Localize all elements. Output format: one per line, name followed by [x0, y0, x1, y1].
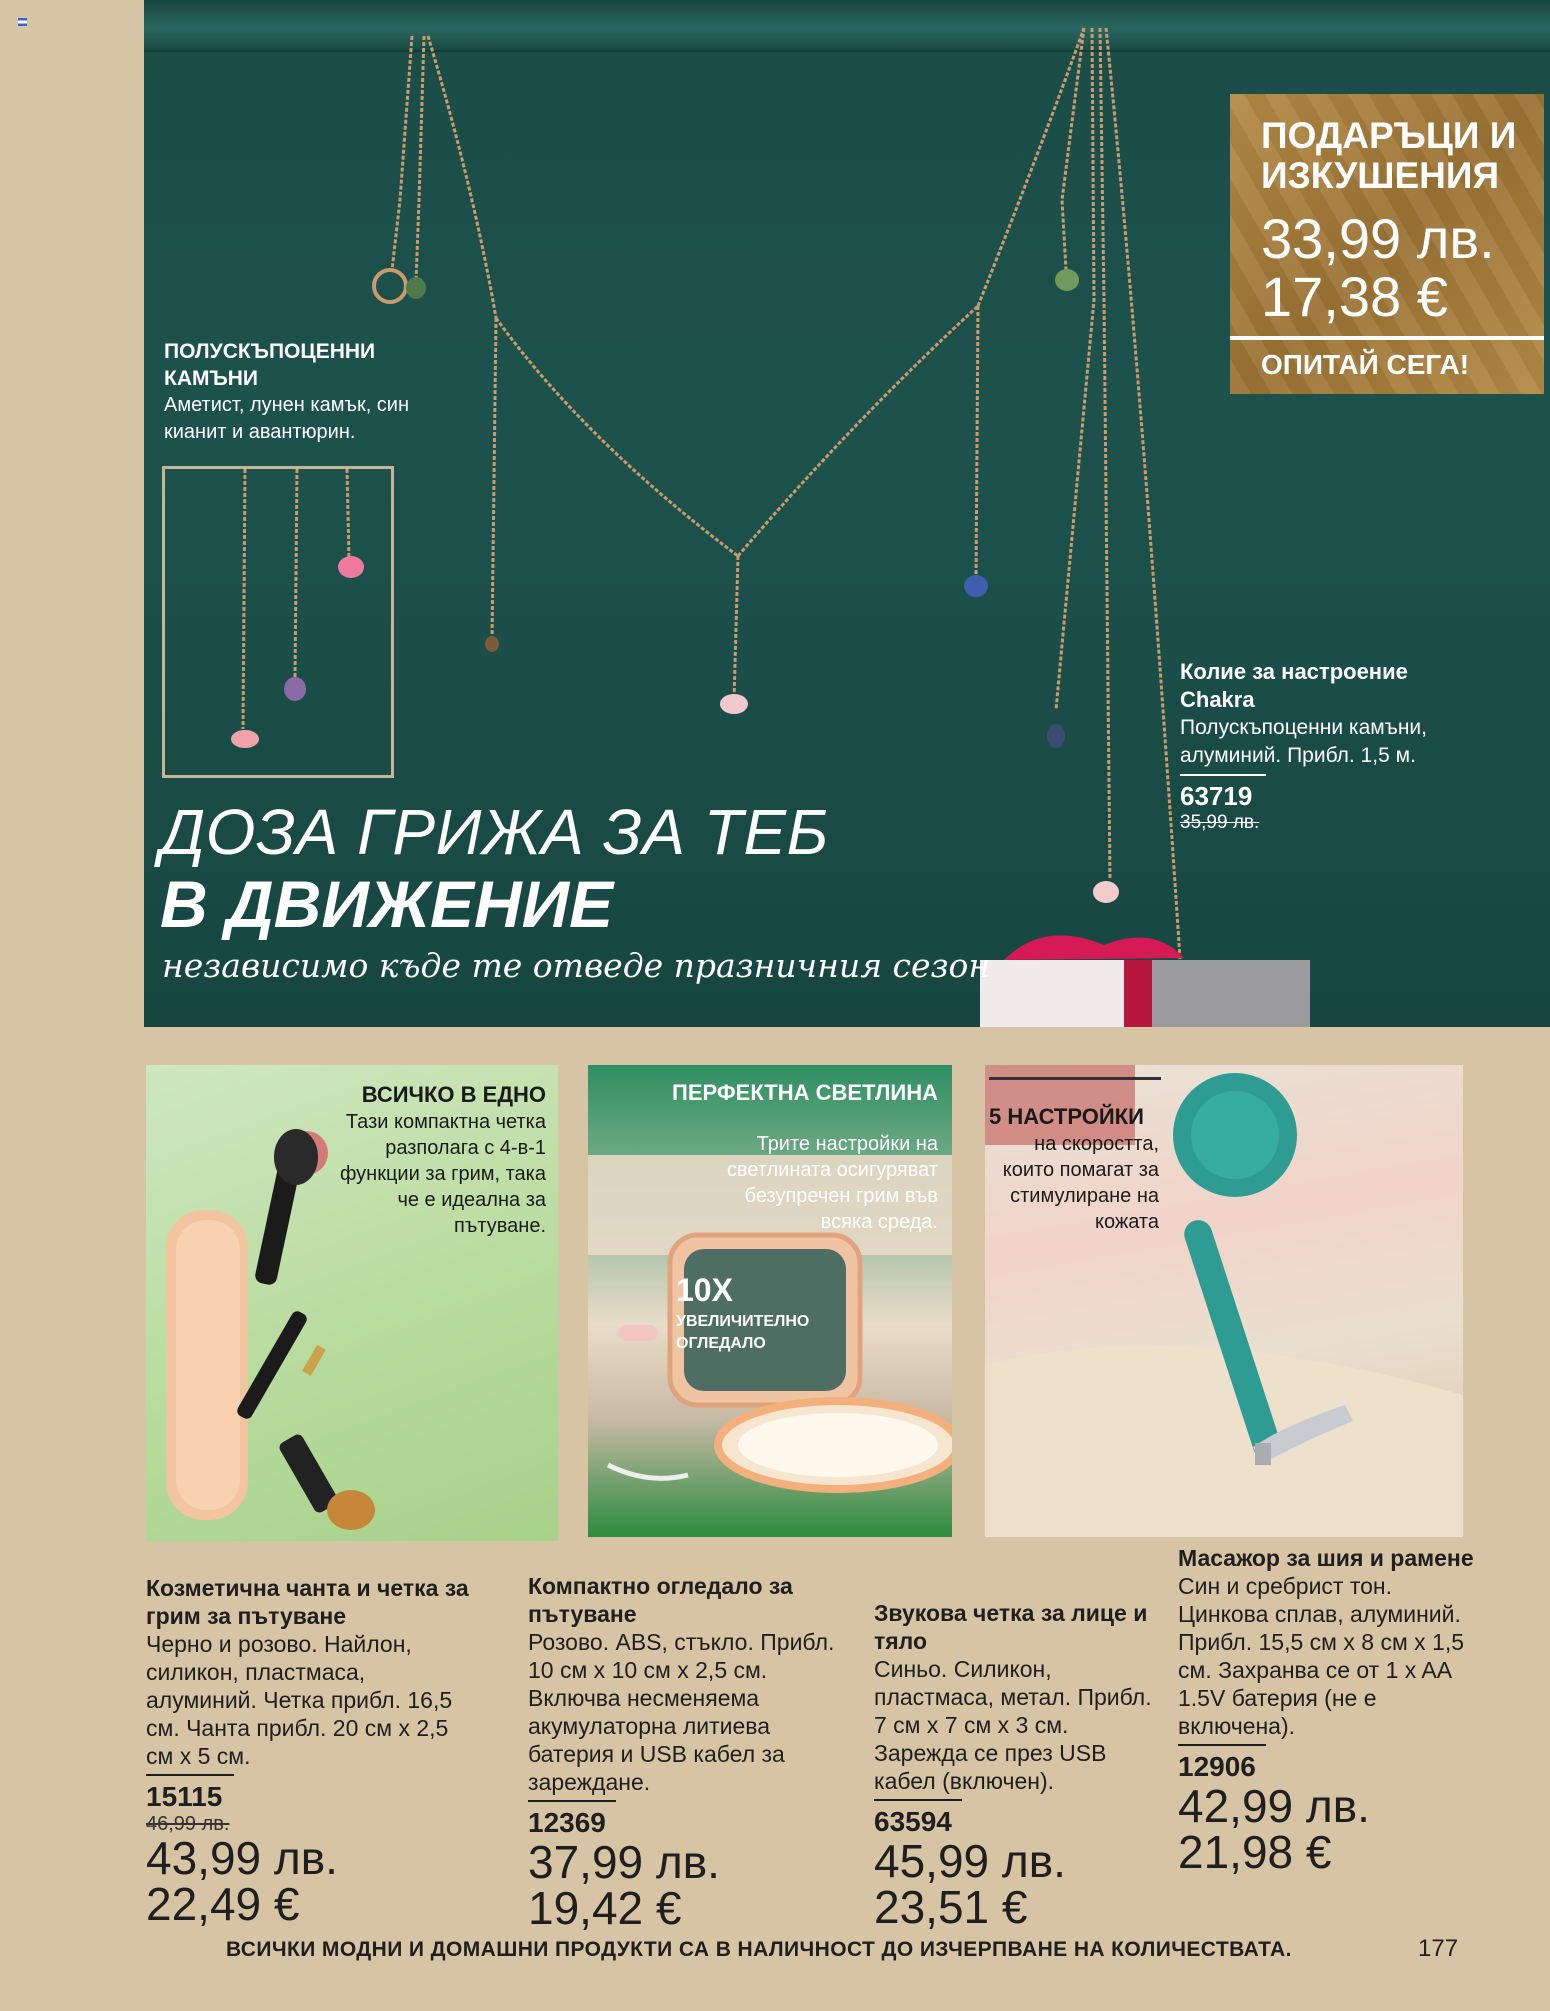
product-desc: Черно и розово. Найлон, силикон, пластмаса, алуминий. Четка прибл. 16,5 см. Чанта прибл. 20 см x 2,5 см x 5 см. [146, 1631, 453, 1769]
availability-note: ВСИЧКИ МОДНИ И ДОМАШНИ ПРОДУКТИ СА В НАЛИЧНОСТ ДО ИЗЧЕРПВАНЕ НА КОЛИЧЕСТВАТА. [226, 1938, 1292, 1961]
pink-stone [720, 694, 748, 714]
product-name: Козметична чанта и четка за грим за пътуване [146, 1575, 469, 1629]
mirror-photo [588, 1065, 952, 1537]
promo-price-bgn: 33,99 лв. [1261, 207, 1495, 270]
photo3-title: 5 НАСТРОЙКИ [989, 1104, 1144, 1129]
product-name: Масажор за шия и рамене [1178, 1545, 1474, 1571]
chakra-product-info [1180, 658, 1440, 834]
product-info-sonic-brush [874, 1599, 1154, 1933]
subheadline: независимо къде те отведе празничния сезон [162, 946, 991, 985]
product-name: Компактно огледало за пътуване [528, 1573, 793, 1627]
promo-box[interactable] [1230, 94, 1544, 394]
product-name: Звукова четка за лице и тяло [874, 1600, 1148, 1654]
magnifier-badge-small: УВЕЛИЧИТЕЛНО ОГЛЕДАЛО [676, 1313, 810, 1352]
product-code: 12369 [528, 1807, 606, 1838]
page-number: 177 [1418, 1935, 1459, 1962]
dark-stone [1047, 724, 1065, 748]
chakra-name: Колие за настроение Chakra [1180, 659, 1408, 712]
chakra-divider [1180, 774, 1266, 776]
photo3-desc: на скоростта, които помагат за стимулиране на кожата [1002, 1133, 1159, 1233]
stones-label-desc: Аметист, лунен камък, син кианит и авантюрин. [164, 394, 410, 443]
promo-cta[interactable]: ОПИТАЙ СЕГА! [1261, 349, 1470, 380]
headline-line1: ДОЗА ГРИЖА ЗА ТЕБ [160, 796, 829, 868]
chakra-old-price: 35,99 лв. [1180, 812, 1260, 833]
promo-price-eur: 17,38 € [1261, 265, 1448, 328]
pink-stone [1093, 881, 1119, 903]
green-stone [406, 277, 426, 299]
product-divider [1178, 1744, 1266, 1746]
product-price-bgn: 45,99 лв. [874, 1835, 1066, 1887]
product-info-massager [1178, 1544, 1478, 1878]
product-divider [528, 1800, 616, 1802]
product-code: 12906 [1178, 1751, 1256, 1782]
product-price-eur: 22,49 € [146, 1878, 300, 1930]
promo-title: ПОДАРЪЦИ И ИЗКУШЕНИЯ [1261, 115, 1517, 196]
product-price-eur: 23,51 € [874, 1881, 1028, 1933]
brush-kit-photo [146, 1065, 558, 1541]
product-desc: Син и сребрист тон. Цинкова сплав, алуминий. Прибл. 15,5 см x 8 см x 1,5 см. Захранва се от 1 x AA 1.5V батерия (не е включена). [1178, 1573, 1465, 1739]
product-desc: Синьо. Силикон, пластмаса, метал. Прибл. 7 см x 7 см x 3 см. Зарежда се през USB кабел (включен). [874, 1656, 1152, 1794]
photo2-title: ПЕРФЕКТНА СВЕТЛИНА [672, 1080, 938, 1105]
chakra-desc: Полускъпоценни камъни, алуминий. Прибл. 1,5 м. [1180, 716, 1427, 767]
product-price-bgn: 37,99 лв. [528, 1836, 720, 1888]
product-desc: Розово. ABS, стъкло. Прибл. 10 см x 10 см x 2,5 см. Включва несменяема акумулаторна литиева батерия и USB кабел за зареждане. [528, 1629, 835, 1795]
green-stone [1055, 269, 1079, 291]
photo1-desc: Тази компактна четка разполага с 4-в-1 функции за грим, така че е идеална за пътуване. [339, 1111, 546, 1237]
product-info-brush-kit [146, 1574, 476, 1930]
blue-stone [964, 575, 988, 597]
product-price-bgn: 42,99 лв. [1178, 1780, 1370, 1832]
product-old-price: 46,99 лв. [146, 1813, 230, 1835]
brown-bead [485, 636, 499, 652]
product-divider [146, 1774, 234, 1776]
massager-photo [985, 1065, 1463, 1537]
magnifier-badge-big: 10X [676, 1272, 733, 1308]
hero-banner [144, 0, 1550, 1027]
photo2-desc: Трите настройки на светлината осигуряват безупречен грим във всяка среда. [726, 1133, 938, 1233]
chakra-code: 63719 [1180, 781, 1253, 811]
product-price-bgn: 43,99 лв. [146, 1832, 338, 1884]
product-code: 15115 [146, 1781, 223, 1812]
promo-divider [1230, 336, 1544, 340]
product-code: 63594 [874, 1806, 952, 1837]
stones-detail-image [162, 466, 394, 778]
photo1-title: ВСИЧКО В ЕДНО [361, 1082, 546, 1107]
photo3-pointer-line [989, 1077, 1161, 1080]
corner-mark [18, 18, 27, 26]
product-info-mirror [528, 1572, 858, 1934]
product-divider [874, 1799, 962, 1801]
product-price-eur: 21,98 € [1178, 1826, 1332, 1878]
stones-label-title: ПОЛУСКЪПОЦЕННИ КАМЪНИ [164, 340, 376, 390]
headline-line2: В ДВИЖЕНИЕ [160, 867, 614, 941]
product-price-eur: 19,42 € [528, 1882, 682, 1934]
